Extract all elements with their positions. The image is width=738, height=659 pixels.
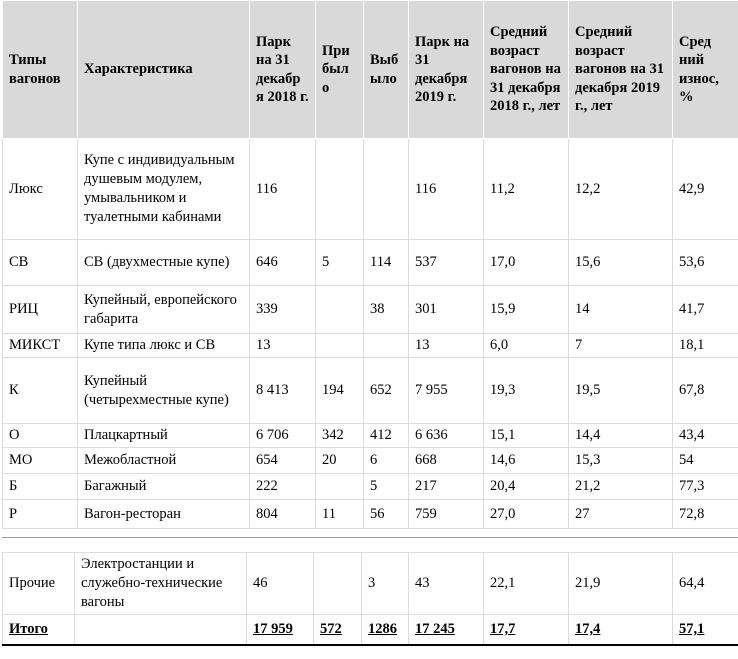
total-avg-wear: 57,1 [673, 615, 738, 645]
cell-avg-age-2018: 15,9 [484, 286, 569, 334]
cell-arrived: 194 [316, 358, 364, 424]
header-avg-age-2018: Средний возраст вагонов на 31 декабря 2018 г., лет [484, 1, 569, 139]
cell-avg-age-2019: 7 [569, 334, 673, 358]
cell-fleet-2019: 537 [409, 240, 484, 286]
cell-avg-age-2019: 21,2 [569, 474, 673, 500]
cell-avg-age-2018: 15,1 [484, 424, 569, 448]
cell-arrived [316, 474, 364, 500]
cell-avg-wear: 53,6 [673, 240, 738, 286]
wagon-fleet-summary-table [2, 552, 738, 646]
table-row [3, 286, 738, 334]
cell-fleet-2018: 8 413 [250, 358, 316, 424]
cell-avg-age-2019: 27 [569, 500, 673, 529]
cell-characteristic: Вагон-ресторан [78, 500, 250, 529]
table-header-row [3, 1, 738, 139]
cell-type: МО [3, 448, 78, 474]
cell-fleet-2019: 7 955 [409, 358, 484, 424]
cell-avg-wear: 72,8 [673, 500, 738, 529]
section-divider [2, 537, 738, 538]
cell-avg-age-2019: 15,6 [569, 240, 673, 286]
cell-fleet-2019: 13 [409, 334, 484, 358]
header-fleet-2019: Парк на 31 декабря 2019 г. [409, 1, 484, 139]
cell-fleet-2019: 668 [409, 448, 484, 474]
cell-type: РИЦ [3, 286, 78, 334]
cell-type: СВ [3, 240, 78, 286]
total-row [3, 615, 738, 645]
cell-fleet-2019: 116 [409, 139, 484, 240]
cell-avg-age-2018: 20,4 [484, 474, 569, 500]
cell-fleet-2019: 217 [409, 474, 484, 500]
header-characteristic: Характеристика [78, 1, 250, 139]
cell-avg-age-2019: 12,2 [569, 139, 673, 240]
other-row [3, 553, 738, 615]
cell-retired [364, 334, 409, 358]
table-row [3, 139, 738, 240]
header-retired: Выб ыло [364, 1, 409, 139]
cell-characteristic: Купе типа люкс и СВ [78, 334, 250, 358]
table-row [3, 358, 738, 424]
cell-avg-age-2018: 11,2 [484, 139, 569, 240]
cell-fleet-2018: 222 [250, 474, 316, 500]
cell-arrived [316, 334, 364, 358]
cell-avg-wear: 41,7 [673, 286, 738, 334]
cell-avg-age-2019: 21,9 [569, 553, 673, 615]
cell-type: О [3, 424, 78, 448]
table-row [3, 334, 738, 358]
cell-arrived: 11 [316, 500, 364, 529]
cell-characteristic: Купейный (четырехместные купе) [78, 358, 250, 424]
cell-fleet-2018: 116 [250, 139, 316, 240]
total-fleet-2019: 17 245 [409, 615, 484, 645]
cell-avg-age-2019: 15,3 [569, 448, 673, 474]
cell-arrived: 5 [316, 240, 364, 286]
cell-fleet-2019: 759 [409, 500, 484, 529]
header-arrived: При был о [316, 1, 364, 139]
cell-type: Б [3, 474, 78, 500]
cell-fleet-2018: 339 [250, 286, 316, 334]
cell-type: Люкс [3, 139, 78, 240]
cell-avg-age-2018: 19,3 [484, 358, 569, 424]
cell-avg-wear: 42,9 [673, 139, 738, 240]
total-characteristic [75, 615, 247, 645]
cell-arrived: 342 [316, 424, 364, 448]
cell-characteristic: Купейный, европейского габарита [78, 286, 250, 334]
cell-avg-age-2019: 14,4 [569, 424, 673, 448]
cell-avg-age-2018: 6,0 [484, 334, 569, 358]
cell-retired: 412 [364, 424, 409, 448]
header-fleet-2018: Парк на 31 декабр я 2018 г. [250, 1, 316, 139]
cell-characteristic: Купе с индивидуальным душевым модулем, умывальником и туалетными кабинами [78, 139, 250, 240]
header-avg-wear: Сред ний износ, % [673, 1, 738, 139]
cell-avg-age-2019: 19,5 [569, 358, 673, 424]
cell-avg-age-2018: 22,1 [484, 553, 569, 615]
cell-characteristic: Электростанции и служебно-технические вагоны [75, 553, 247, 615]
cell-fleet-2018: 646 [250, 240, 316, 286]
cell-retired: 56 [364, 500, 409, 529]
cell-avg-wear: 18,1 [673, 334, 738, 358]
cell-fleet-2018: 804 [250, 500, 316, 529]
cell-avg-wear: 67,8 [673, 358, 738, 424]
header-wagon-type: Типы вагонов [3, 1, 78, 139]
cell-fleet-2018: 13 [250, 334, 316, 358]
cell-fleet-2019: 6 636 [409, 424, 484, 448]
cell-retired: 5 [364, 474, 409, 500]
table-row [3, 474, 738, 500]
total-retired: 1286 [362, 615, 409, 645]
total-avg-age-2019: 17,4 [569, 615, 673, 645]
cell-arrived [316, 286, 364, 334]
cell-avg-wear: 77,3 [673, 474, 738, 500]
cell-fleet-2019: 301 [409, 286, 484, 334]
total-fleet-2018: 17 959 [247, 615, 314, 645]
cell-arrived [316, 139, 364, 240]
cell-arrived [314, 553, 362, 615]
cell-retired: 38 [364, 286, 409, 334]
cell-avg-wear: 64,4 [673, 553, 738, 615]
cell-characteristic: Багажный [78, 474, 250, 500]
cell-retired [364, 139, 409, 240]
total-arrived: 572 [314, 615, 362, 645]
cell-avg-age-2018: 17,0 [484, 240, 569, 286]
table-row [3, 500, 738, 529]
cell-retired: 3 [362, 553, 409, 615]
cell-characteristic: Межобластной [78, 448, 250, 474]
cell-type: Прочие [3, 553, 75, 615]
cell-avg-age-2018: 27,0 [484, 500, 569, 529]
total-label: Итого [3, 615, 75, 645]
cell-fleet-2018: 6 706 [250, 424, 316, 448]
wagon-fleet-table [2, 0, 738, 529]
cell-characteristic: Плацкартный [78, 424, 250, 448]
cell-avg-age-2019: 14 [569, 286, 673, 334]
table-row [3, 240, 738, 286]
cell-fleet-2018: 654 [250, 448, 316, 474]
cell-type: МИКСТ [3, 334, 78, 358]
table-row [3, 424, 738, 448]
header-avg-age-2019: Средний возраст вагонов на 31 декабря 2019 г., лет [569, 1, 673, 139]
cell-arrived: 20 [316, 448, 364, 474]
cell-fleet-2018: 46 [247, 553, 314, 615]
cell-avg-wear: 43,4 [673, 424, 738, 448]
cell-type: Р [3, 500, 78, 529]
cell-retired: 6 [364, 448, 409, 474]
cell-retired: 652 [364, 358, 409, 424]
cell-fleet-2019: 43 [409, 553, 484, 615]
cell-type: К [3, 358, 78, 424]
cell-characteristic: СВ (двухместные купе) [78, 240, 250, 286]
cell-avg-wear: 54 [673, 448, 738, 474]
cell-avg-age-2018: 14,6 [484, 448, 569, 474]
table-row [3, 448, 738, 474]
total-avg-age-2018: 17,7 [484, 615, 569, 645]
cell-retired: 114 [364, 240, 409, 286]
